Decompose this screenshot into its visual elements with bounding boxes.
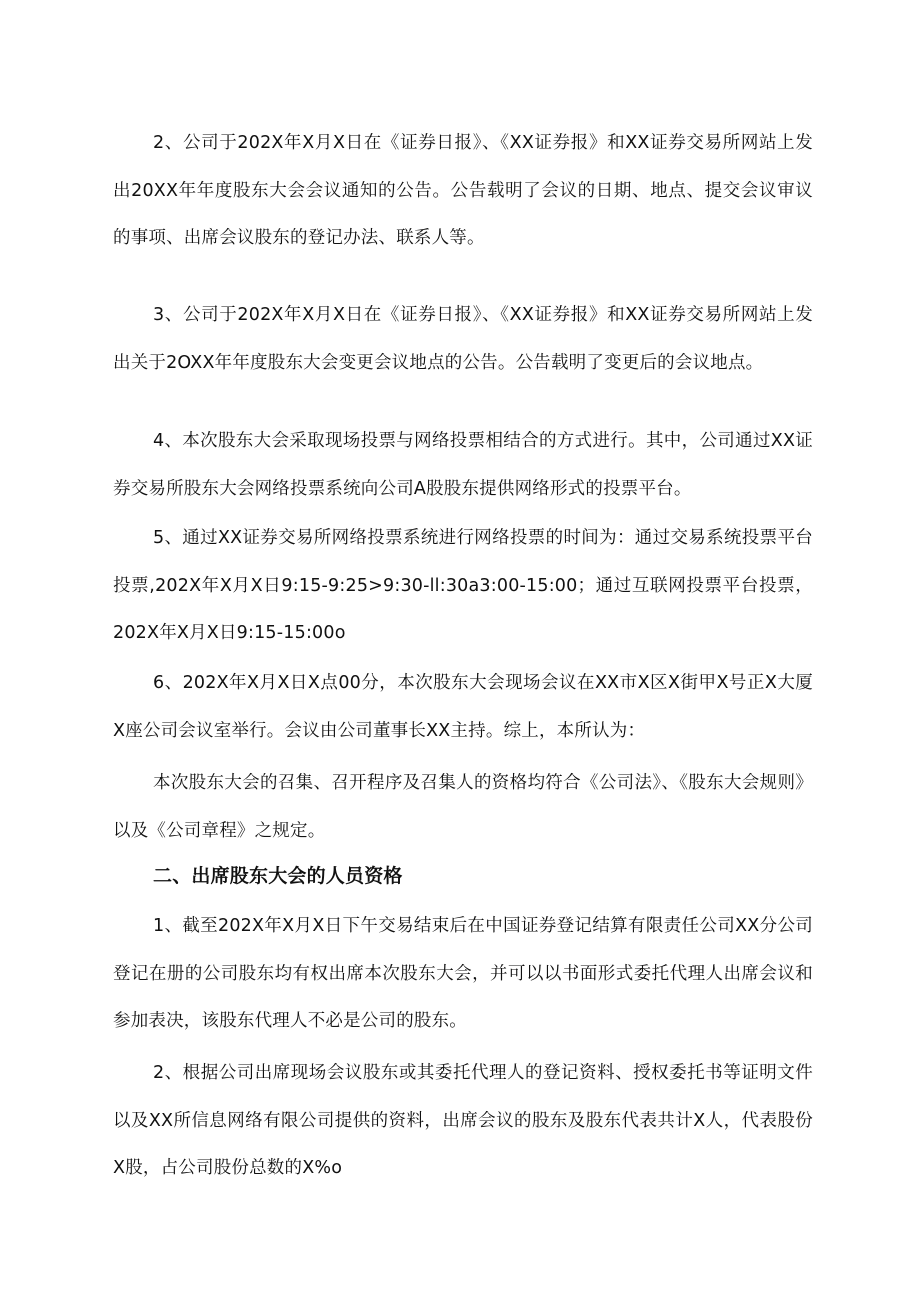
paragraph-attendance: 2、根据公司出席现场会议股东或其委托代理人的登记资料、授权委托书等证明文件以及XX所信息网络有限公司提供的资料，出席会议的股东及股东代表共计X人，代表股份X股，占公司股份总数的X%o <box>113 1063 813 1178</box>
paragraph-venue-change: 3、公司于202X年X月X日在《证券日报》、《XX证券报》和XX证券交易所网站上发出关于2OXX年年度股东大会变更会议地点的公告。公告载明了变更后的会议地点。 <box>113 305 813 373</box>
paragraph-conclusion: 本次股东大会的召集、召开程序及召集人的资格均符合《公司法》、《股东大会规则》以及《公司章程》之规定。 <box>113 773 813 841</box>
paragraph-voting-method: 4、本次股东大会采取现场投票与网络投票相结合的方式进行。其中，公司通过XX证券交易所股东大会网络投票系统向公司A股股东提供网络形式的投票平台。 <box>113 431 813 499</box>
paragraph-shareholder-eligibility: 1、截至202X年X月X日下午交易结束后在中国证券登记结算有限责任公司XX分公司登记在册的公司股东均有权出席本次股东大会，并可以以书面形式委托代理人出席会议和参加表决，该股东代理人不必是公司的股东。 <box>113 916 813 1031</box>
section-heading: 二、出席股东大会的人员资格 <box>153 865 403 887</box>
paragraph-onsite-meeting: 6、202X年X月X日X点00分，本次股东大会现场会议在XX市X区X街甲X号正X大厦X座公司会议室举行。会议由公司董事长XX主持。综上，本所认为： <box>113 673 813 741</box>
paragraph-voting-time: 5、通过XX证券交易所网络投票系统进行网络投票的时间为：通过交易系统投票平台投票,202X年X月X日9:15-9:25>9:30-ll:30a3:00-15:00；通过互联网投票平台投票，202X年X月X日9:15-15:00o <box>113 528 813 643</box>
paragraph-meeting-notice: 2、公司于202X年X月X日在《证券日报》、《XX证券报》和XX证券交易所网站上发出20XX年年度股东大会会议通知的公告。公告载明了会议的日期、地点、提交会议审议的事项、出席会议股东的登记办法、联系人等。 <box>113 133 813 248</box>
